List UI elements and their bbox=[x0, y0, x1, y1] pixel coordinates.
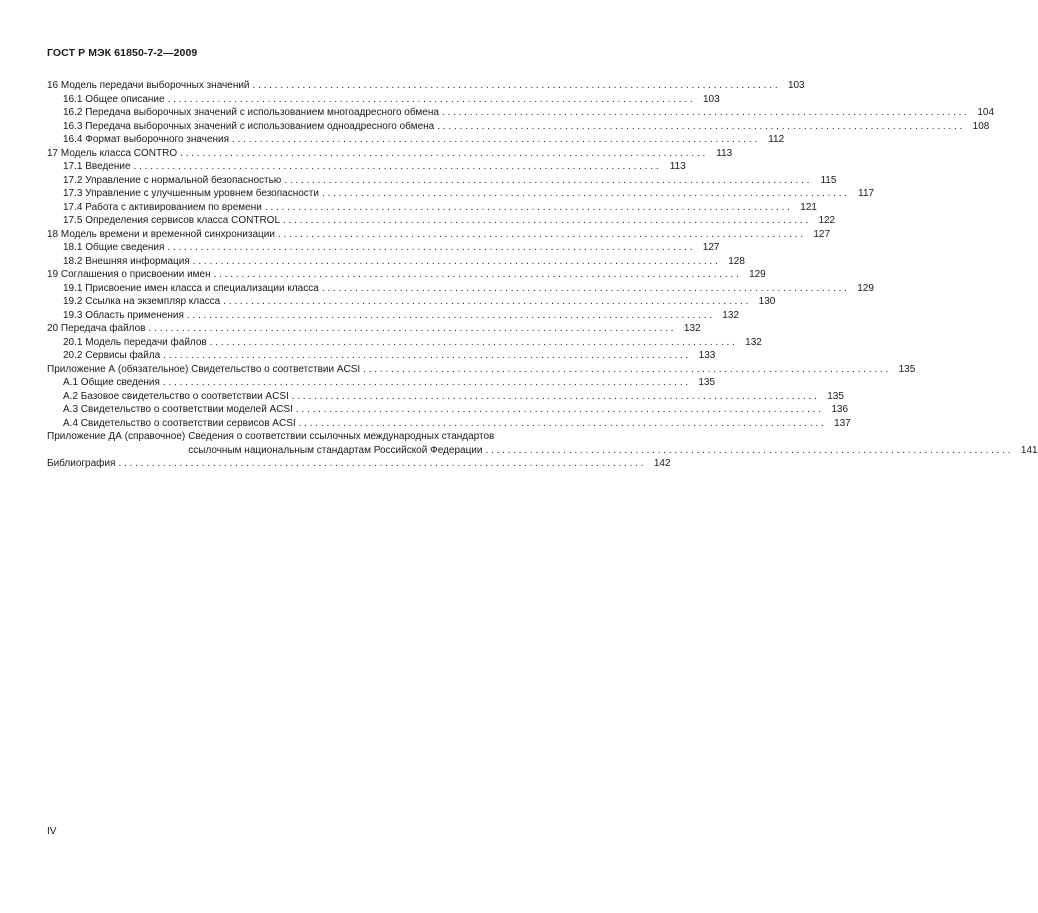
toc-page-number: 113 bbox=[669, 161, 686, 172]
toc-leader-dots bbox=[118, 457, 643, 471]
toc-page-number: 135 bbox=[898, 363, 916, 375]
toc-page-number: 113 bbox=[716, 147, 733, 159]
toc-entry[interactable] bbox=[47, 93, 720, 107]
toc-leader-dots bbox=[167, 241, 692, 255]
toc-entry[interactable] bbox=[47, 174, 837, 188]
toc-entry[interactable] bbox=[47, 390, 844, 404]
toc-entry-title: 16.1 Общее описание bbox=[63, 93, 165, 105]
toc-entry-title: 18 Модель времени и временной синхронизации bbox=[47, 228, 275, 240]
appendix-da-line2: ссылочным национальным стандартам Российской Федерации bbox=[188, 444, 483, 456]
toc-page-number: 132 bbox=[745, 336, 762, 348]
toc-leader-dots bbox=[232, 133, 757, 147]
toc-page-number: 137 bbox=[834, 417, 851, 429]
toc-entry-title: 16.4 Формат выборочного значения bbox=[63, 134, 230, 145]
toc-page-number: 103 bbox=[787, 80, 805, 91]
toc-entry-title: 17.2 Управление с нормальной безопасностью bbox=[63, 174, 282, 186]
toc-page-number: 129 bbox=[749, 269, 766, 280]
toc-entry-title: 17.1 Введение bbox=[63, 161, 131, 172]
toc-leader-dots bbox=[187, 309, 712, 323]
toc-page-number: 136 bbox=[831, 404, 849, 415]
toc-entry-title: 17 Модель класса CONTRO bbox=[47, 147, 178, 159]
toc-entry-title: А.4 Свидетельство о соответствии сервисов ACSI bbox=[63, 417, 296, 429]
toc-leader-dots bbox=[278, 228, 803, 242]
toc-entry-title: 17.3 Управление с улучшенным уровнем безопасности bbox=[63, 188, 319, 199]
toc-leader-dots bbox=[322, 282, 847, 296]
toc-entry[interactable] bbox=[47, 363, 916, 377]
toc-entry-title: 16 Модель передачи выборочных значений bbox=[47, 80, 250, 91]
toc-page-number: 132 bbox=[683, 323, 701, 334]
toc-entry[interactable] bbox=[47, 255, 745, 269]
toc-leader-dots bbox=[210, 336, 735, 350]
toc-leader-dots bbox=[265, 201, 790, 215]
toc-page-number: 132 bbox=[722, 309, 739, 321]
toc-page-number: 103 bbox=[702, 93, 720, 105]
toc-entry[interactable] bbox=[47, 79, 805, 93]
toc-page-number: 115 bbox=[820, 174, 837, 186]
toc-leader-dots bbox=[299, 417, 824, 431]
toc-entry[interactable] bbox=[47, 241, 720, 255]
toc-page-number: 135 bbox=[827, 390, 844, 402]
toc-leader-dots bbox=[163, 349, 688, 363]
toc-page-number: 104 bbox=[977, 107, 995, 118]
appendix-da-line2-row bbox=[185, 444, 1037, 458]
toc-page-number: 129 bbox=[857, 282, 874, 294]
toc-entry-title: 19.3 Область применения bbox=[63, 309, 184, 321]
toc-page-number: 130 bbox=[758, 296, 776, 307]
toc-entry-title: А.2 Базовое свидетельство о соответствии ACSI bbox=[63, 390, 289, 402]
toc-page-number: 112 bbox=[768, 134, 785, 145]
toc-leader-dots bbox=[253, 79, 778, 93]
toc-entry-title: 19 Соглашения о присвоении имен bbox=[47, 269, 211, 280]
page-number-footer: IV bbox=[47, 826, 57, 837]
toc-entry-title: 19.2 Ссылка на экземпляр класса bbox=[63, 296, 221, 307]
toc-leader-dots bbox=[214, 268, 739, 282]
toc-entry[interactable] bbox=[47, 160, 686, 174]
toc-entry-title: А.1 Общие сведения bbox=[63, 377, 160, 388]
toc-entry[interactable] bbox=[47, 403, 849, 417]
toc-entry[interactable] bbox=[47, 417, 851, 431]
toc-leader-dots bbox=[283, 214, 808, 228]
toc-page-number: 127 bbox=[702, 242, 720, 253]
toc-entry[interactable] bbox=[47, 147, 733, 161]
toc-entry[interactable] bbox=[47, 214, 836, 228]
toc-entry[interactable] bbox=[47, 120, 990, 134]
toc-entry[interactable] bbox=[47, 228, 831, 242]
toc-entry-title: 20 Передача файлов bbox=[47, 323, 146, 334]
toc-leader-dots bbox=[163, 376, 688, 390]
toc-entry-title: Библиография bbox=[47, 458, 116, 469]
toc-page-number: 122 bbox=[818, 215, 836, 226]
toc-entry-title: 17.5 Определения сервисов класса CONTROL bbox=[63, 215, 281, 226]
toc-entry-title: 20.1 Модель передачи файлов bbox=[63, 336, 207, 348]
toc-entry-title: 16.3 Передача выборочных значений с использованием одноадресного обмена bbox=[63, 120, 435, 132]
table-of-contents bbox=[47, 79, 1038, 471]
toc-entry[interactable] bbox=[47, 309, 739, 323]
page-title: ГОСТ Р МЭК 61850-7-2—2009 bbox=[47, 47, 198, 59]
toc-leader-dots bbox=[442, 106, 967, 120]
toc-page-number: 142 bbox=[653, 458, 671, 469]
toc-entry[interactable] bbox=[47, 349, 716, 363]
toc-entry[interactable] bbox=[47, 268, 766, 282]
toc-entry-title: Приложение А (обязательное) Свидетельство о соответствии ACSI bbox=[47, 363, 361, 375]
toc-entry[interactable] bbox=[47, 322, 701, 336]
toc-entries bbox=[47, 79, 995, 430]
toc-leader-dots bbox=[437, 120, 962, 134]
toc-leader-dots bbox=[296, 403, 821, 417]
toc-page-number: 128 bbox=[728, 255, 745, 267]
toc-leader-dots bbox=[180, 147, 705, 161]
toc-page-number: 133 bbox=[698, 350, 716, 361]
toc-entry[interactable] bbox=[47, 336, 762, 350]
toc-entry-title: 19.1 Присвоение имен класса и специализации класса bbox=[63, 282, 319, 294]
toc-entry-title: 17.4 Работа с активированием по времени bbox=[63, 201, 262, 213]
toc-leader-dots bbox=[292, 390, 817, 404]
appendix-da-body bbox=[185, 430, 1037, 457]
toc-entry-title: 16.2 Передача выборочных значений с использованием многоадресного обмена bbox=[63, 107, 439, 118]
toc-leader-dots bbox=[284, 174, 809, 188]
toc-leader-dots bbox=[485, 444, 1010, 458]
toc-entry[interactable] bbox=[47, 282, 874, 296]
toc-page-number: 135 bbox=[698, 377, 716, 388]
toc-entry[interactable] bbox=[47, 187, 875, 201]
toc-entry-title: 18.2 Внешняя информация bbox=[63, 255, 190, 267]
toc-leader-dots bbox=[223, 295, 748, 309]
toc-leader-dots bbox=[193, 255, 718, 269]
toc-leader-dots bbox=[134, 160, 659, 174]
toc-leader-dots bbox=[168, 93, 693, 107]
toc-entry-title: 20.2 Сервисы файла bbox=[63, 350, 161, 361]
toc-leader-dots bbox=[363, 363, 888, 377]
toc-page-number: 108 bbox=[972, 120, 990, 132]
toc-leader-dots bbox=[322, 187, 847, 201]
toc-leader-dots bbox=[148, 322, 673, 336]
toc-entry[interactable] bbox=[47, 133, 785, 147]
toc-entry-bibliography[interactable] bbox=[47, 457, 671, 471]
toc-page-number: 117 bbox=[858, 188, 875, 199]
toc-entry-title: А.3 Свидетельство о соответствии моделей ACSI bbox=[63, 404, 293, 415]
appendix-da-prefix: Приложение ДА (справочное) bbox=[47, 431, 186, 442]
toc-page-number: 121 bbox=[800, 201, 817, 213]
appendix-da-line1: Сведения о соответствии ссылочных международных стандартов bbox=[188, 431, 495, 442]
toc-entry[interactable] bbox=[47, 201, 817, 215]
toc-page-number: 141 bbox=[1020, 444, 1038, 456]
toc-page-number: 127 bbox=[813, 228, 831, 240]
toc-entry-title: 18.1 Общие сведения bbox=[63, 242, 165, 253]
toc-entry[interactable] bbox=[47, 376, 716, 390]
toc-entry-appendix-da[interactable] bbox=[47, 430, 1038, 457]
toc-entry[interactable] bbox=[47, 106, 995, 120]
toc-entry[interactable] bbox=[47, 295, 776, 309]
